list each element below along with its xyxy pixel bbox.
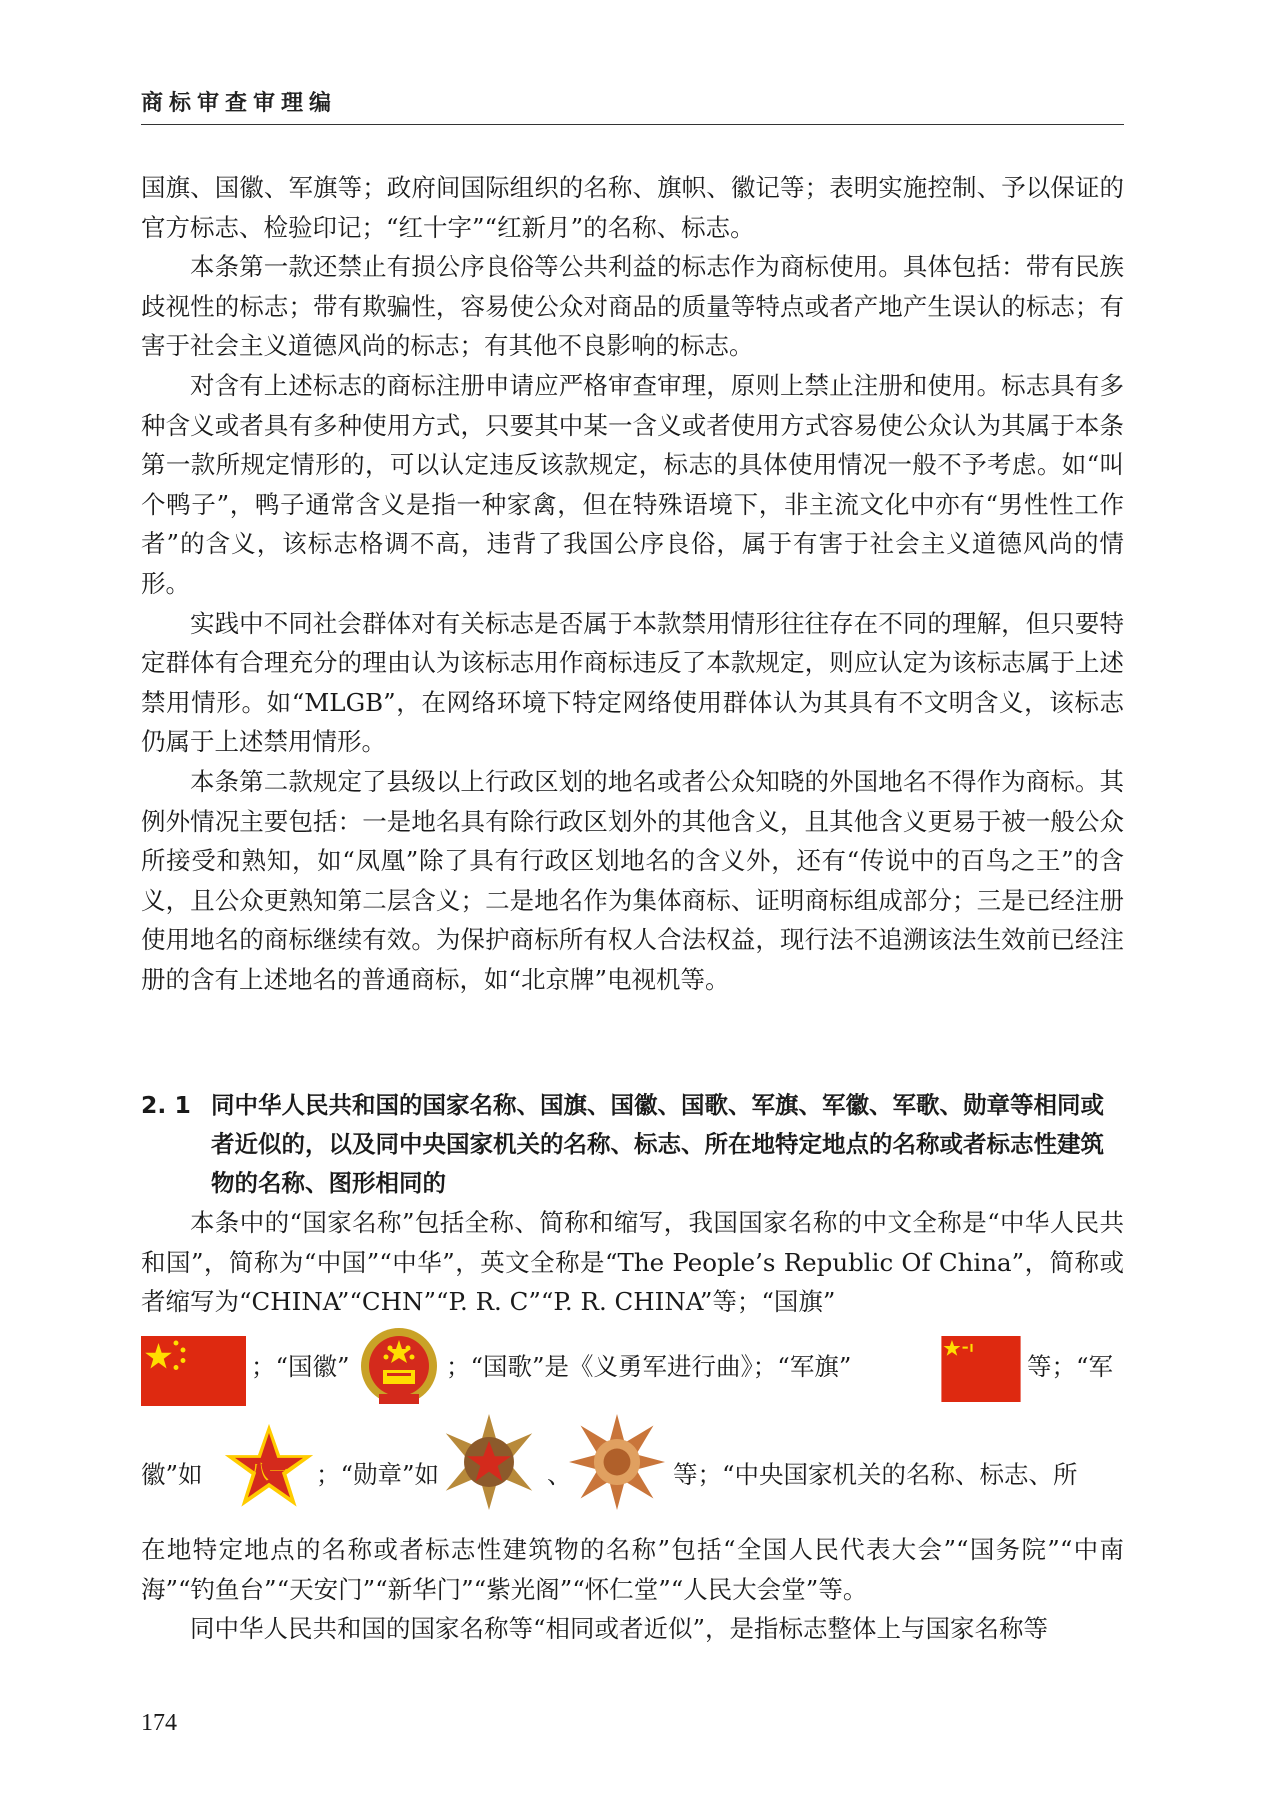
running-head: 商标审查审理编: [141, 91, 338, 116]
section-title: 同中华人民共和国的国家名称、国旗、国徽、国歌、军旗、军徽、军歌、勋章等相同或者近似的，以及同中央国家机关的名称、标志、所在地特定地点的名称或者标志性建筑物的名称、图形相同的: [211, 1091, 1104, 1197]
inline-text: ；“国歌”是《义勇军进行曲》；“军旗”: [446, 1352, 852, 1381]
inline-text: 等；“军: [1027, 1352, 1114, 1381]
china-national-emblem-icon: [359, 1324, 439, 1410]
section-number: 2. 1: [141, 1091, 191, 1119]
svg-text:八一: 八一: [248, 1460, 290, 1485]
inline-text: 等；“中央国家机关的名称、标志、所: [673, 1460, 1078, 1489]
china-national-flag-icon: [141, 1336, 246, 1406]
paragraph: 本条第二款规定了县级以上行政区划的地名或者公众知晓的外国地名不得作为商标。其例外情况主要包括：一是地名具有除行政区划外的其他含义，且其他含义更易于被一般公众所接受和熟知，如“凤凰”除了具有行政区划地名的含义外，还有“传说中的百鸟之王”的含义，且公众更熟知第二层含义；二是地名作为集体商标、证明商标组成部分；三是已经注册使用地名的商标继续有效。为保护商标所有权人合法权益，现行法不追溯该法生效前已经注册的含有上述地名的普通商标，如“北京牌”电视机等。: [141, 766, 1124, 994]
paragraph: 同中华人民共和国的国家名称等“相同或者近似”，是指标志整体上与国家名称等: [190, 1614, 1049, 1644]
medal-icon: [569, 1414, 665, 1510]
paragraph: 国旗、国徽、军旗等；政府间国际组织的名称、旗帜、徽记等；表明实施控制、予以保证的官方标志、检验印记；“红十字”“红新月”的名称、标志。: [141, 173, 1124, 242]
page-number: 174: [141, 1710, 177, 1736]
paragraph: 本条第一款还禁止有损公序良俗等公共利益的标志作为商标使用。具体包括：带有民族歧视性的标志；带有欺骗性，容易使公众对商品的质量等特点或者产地产生误认的标志；有害于社会主义道德风尚的标志；有其他不良影响的标志。: [141, 252, 1124, 361]
inline-text: 、: [547, 1460, 572, 1489]
paragraph: 本条中的“国家名称”包括全称、简称和缩写，我国国家名称的中文全称是“中华人民共和国”，简称为“中国”“中华”，英文全称是“The People’s Republic Of China”，简称或者缩写为“CHINA”“CHN”“P. R. C”“P. R. CHINA”等；“国旗”: [141, 1208, 1124, 1317]
inline-image-row: [141, 1322, 1124, 1412]
section-body: [141, 1203, 1124, 1322]
paragraph: 对含有上述标志的商标注册申请应严格审查审理，原则上禁止注册和使用。标志具有多种含义或者具有多种使用方式，只要其中某一含义或者使用方式容易使公众认为其属于本条第一款所规定情形的，可以认定违反该款规定，标志的具体使用情况一般不予考虑。如“叫个鸭子”，鸭子通常含义是指一种家禽，但在特殊语境下，非主流文化中亦有“男性性工作者”的含义，该标志格调不高，违背了我国公序良俗，属于有害于社会主义道德风尚的情形。: [141, 370, 1124, 598]
inline-text: ；“国徽”: [251, 1352, 350, 1381]
paragraph: 在地特定地点的名称或者标志性建筑物的名称”包括“全国人民代表大会”“国务院”“中南海”“钓鱼台”“天安门”“新华门”“紫光阁”“怀仁堂”“人民大会堂”等。: [141, 1535, 1124, 1604]
inline-image-row: [141, 1422, 1124, 1512]
inline-text: ；“勋章”如: [316, 1460, 440, 1489]
inline-text: 徽”如: [141, 1460, 203, 1489]
closing-text: [141, 1530, 1124, 1649]
body-text: [141, 168, 1124, 999]
pla-flag-icon: [941, 1336, 1021, 1402]
section-heading: [141, 1086, 1124, 1203]
header-rule: [141, 124, 1124, 125]
medal-icon: [441, 1414, 537, 1510]
pla-emblem-icon: [223, 1422, 315, 1514]
paragraph: 实践中不同社会群体对有关标志是否属于本款禁用情形往往存在不同的理解，但只要特定群体有合理充分的理由认为该标志用作商标违反了本款规定，则应认定为该标志属于上述禁用情形。如“MLGB”，在网络环境下特定网络使用群体认为其具有不文明含义，该标志仍属于上述禁用情形。: [141, 608, 1124, 757]
